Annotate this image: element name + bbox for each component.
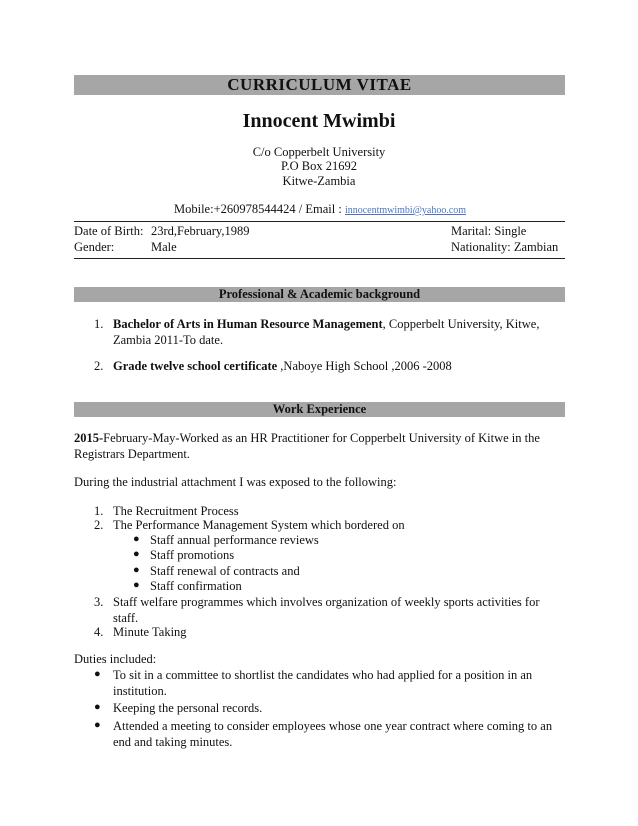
duty-3-line2: end and taking minutes. xyxy=(113,734,233,749)
address-line-3: Kitwe-Zambia xyxy=(282,174,356,188)
mobile-text: Mobile:+260978544424 / Email : xyxy=(174,202,342,216)
education-item-1 xyxy=(113,317,565,348)
work-item-4: Minute Taking xyxy=(113,625,187,639)
bullet-icon: ● xyxy=(94,701,101,713)
sub-item-4: Staff confirmation xyxy=(150,579,242,593)
duty-3-line1: Attended a meeting to consider employees whose one year contract where coming to an xyxy=(113,719,553,733)
education-item-2 xyxy=(113,359,565,375)
bullet-icon: ● xyxy=(94,668,101,680)
duty-1-line2: institution. xyxy=(113,683,167,698)
work-item-1: The Recruitment Process xyxy=(113,504,239,518)
work-item-3-line2: staff. xyxy=(113,610,139,625)
bullet-icon: ● xyxy=(133,548,140,560)
education-dates: Zambia 2011-To date. xyxy=(113,332,224,347)
bullet-icon: ● xyxy=(133,533,140,545)
school-certificate: Grade twelve school certificate xyxy=(113,359,278,373)
gender-value: Male xyxy=(151,240,177,254)
education-num-2: 2. xyxy=(94,359,104,373)
work-item-3-line1: Staff welfare programmes which involves organization of weekly sports activities for xyxy=(113,595,540,609)
divider-top xyxy=(74,221,565,222)
section-work-band: Work Experience xyxy=(74,402,565,417)
sub-item-3: Staff renewal of contracts and xyxy=(150,564,300,578)
duty-3 xyxy=(113,719,565,750)
section-academic-band: Professional & Academic background xyxy=(74,287,565,302)
cv-title-band: CURRICULUM VITAE xyxy=(74,75,565,95)
duty-1 xyxy=(113,668,565,699)
duties-label: Duties included: xyxy=(74,652,157,666)
marital-status: Marital: Single xyxy=(451,224,527,238)
work-intro-text: February-May-Worked as an HR Practitioner for Copperbelt University of Kitwe in the xyxy=(103,431,540,445)
work-num-4: 4. xyxy=(94,625,104,639)
work-num-3: 3. xyxy=(94,595,104,609)
email-link[interactable]: innocentmwimbi@yahoo.com xyxy=(344,205,467,216)
work-year: 2015- xyxy=(74,431,104,445)
education-detail: , Copperbelt University, Kitwe, xyxy=(382,317,540,331)
sub-item-2: Staff promotions xyxy=(150,548,235,562)
address-line-2: P.O Box 21692 xyxy=(280,159,358,173)
work-intro xyxy=(74,431,565,462)
work-item-3 xyxy=(113,595,565,626)
work-num-1: 1. xyxy=(94,504,104,518)
contact-line xyxy=(174,202,466,217)
education-num-1: 1. xyxy=(94,317,104,331)
dob-label: Date of Birth: xyxy=(74,224,144,238)
dob-value: 23rd,February,1989 xyxy=(151,224,250,238)
bullet-icon: ● xyxy=(133,579,140,591)
education-degree: Bachelor of Arts in Human Resource Management xyxy=(113,317,383,331)
work-num-2: 2. xyxy=(94,518,104,532)
address-line-1: C/o Copperbelt University xyxy=(252,145,386,159)
applicant-name: Innocent Mwimbi xyxy=(242,110,396,132)
duty-2: Keeping the personal records. xyxy=(113,701,263,715)
bullet-icon: ● xyxy=(133,564,140,576)
sub-item-1: Staff annual performance reviews xyxy=(150,533,319,547)
bullet-icon: ● xyxy=(94,719,101,731)
work-intro-line2: Registrars Department. xyxy=(74,446,190,461)
work-item-2: The Performance Management System which bordered on xyxy=(113,518,405,532)
nationality: Nationality: Zambian xyxy=(451,240,559,254)
school-detail: ,Naboye High School ,2006 -2008 xyxy=(277,359,452,373)
gender-label: Gender: xyxy=(74,240,115,254)
attachment-text: During the industrial attachment I was exposed to the following: xyxy=(74,475,397,489)
divider-bottom xyxy=(74,258,565,259)
duty-1-line1: To sit in a committee to shortlist the candidates who had applied for a position in an xyxy=(113,668,533,682)
